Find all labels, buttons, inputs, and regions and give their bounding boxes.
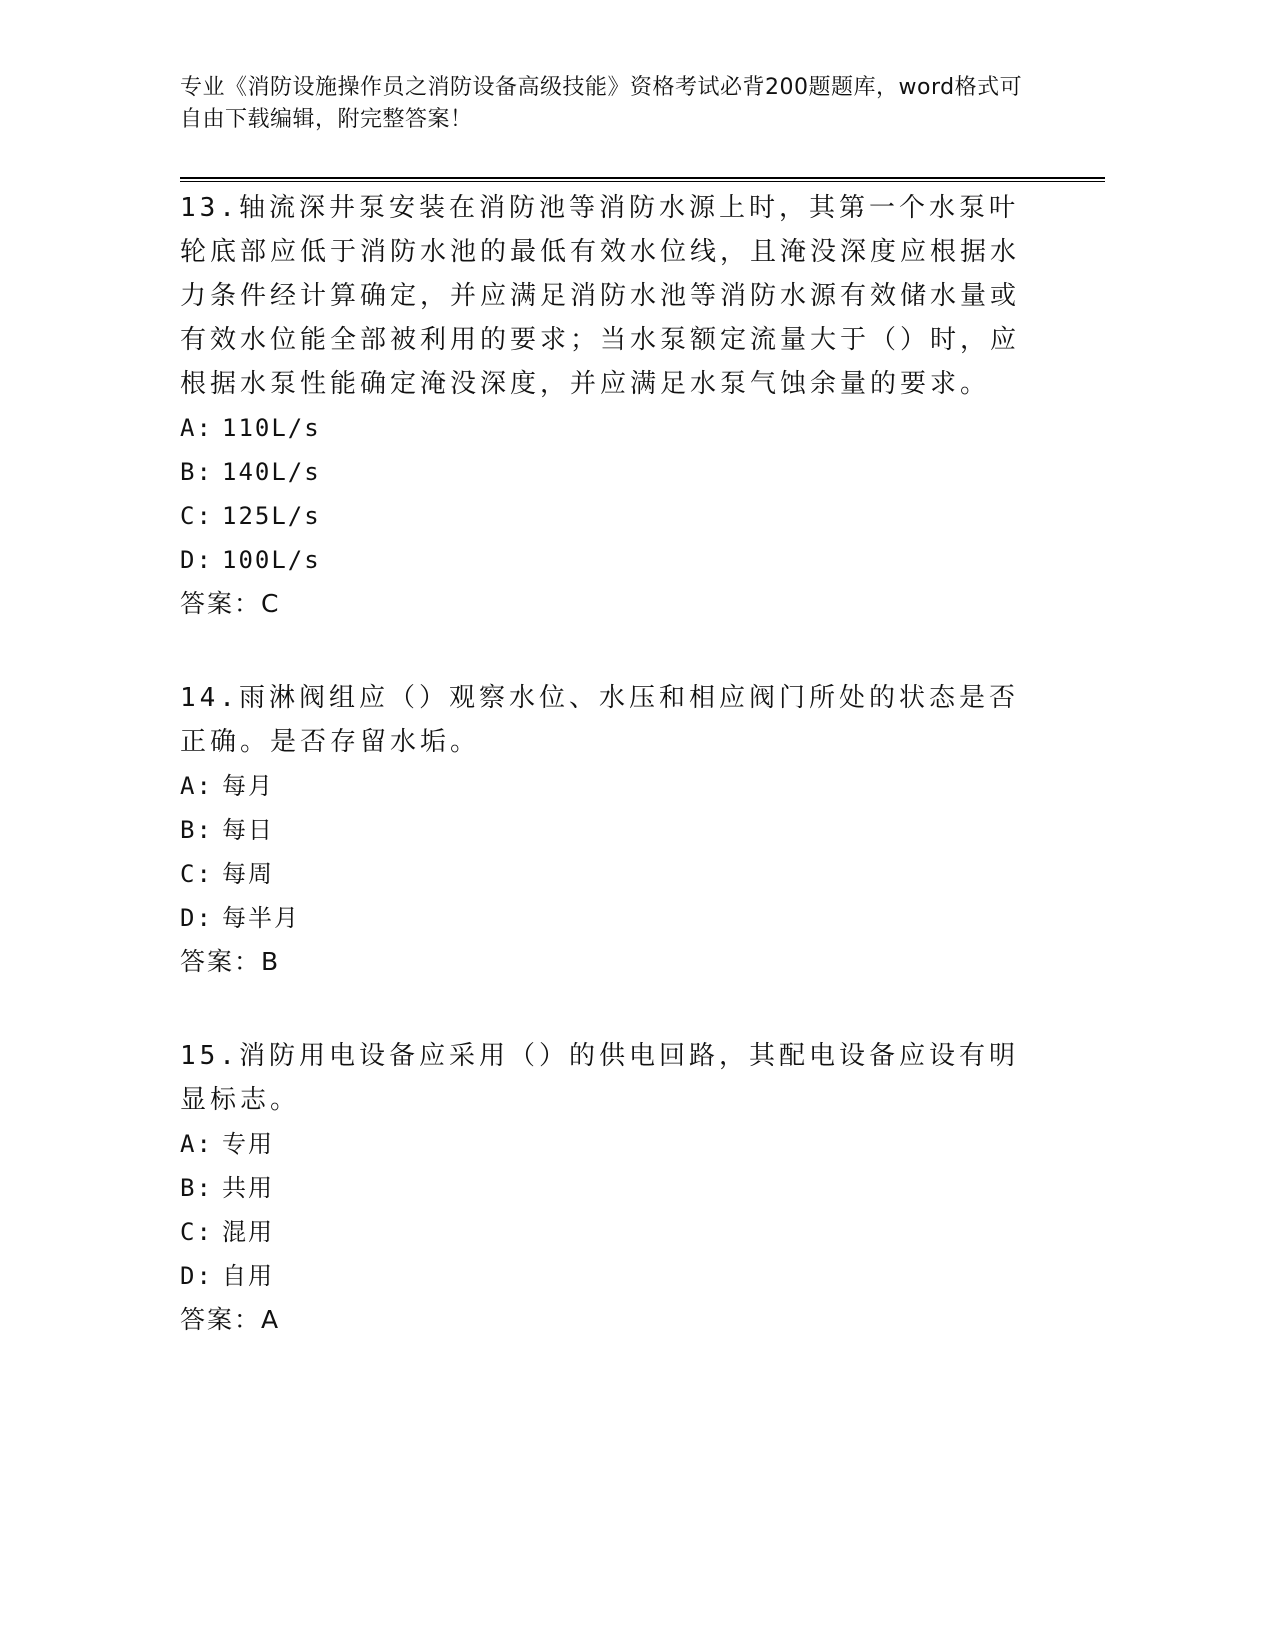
option-c (180, 1210, 1040, 1254)
option-b (180, 808, 1040, 852)
option-letter: C: (180, 860, 213, 888)
option-text: 110L/s (222, 414, 321, 442)
option-letter: A: (180, 772, 213, 800)
option-text: 100L/s (222, 546, 321, 574)
option-d (180, 896, 1040, 940)
option-text: 140L/s (222, 458, 321, 486)
option-text: 共用 (222, 1174, 274, 1202)
option-a (180, 764, 1040, 808)
question-15 (180, 1034, 1040, 1342)
question-14 (180, 676, 1040, 984)
option-c (180, 494, 1040, 538)
option-b (180, 450, 1040, 494)
option-letter: B: (180, 1174, 213, 1202)
option-letter: D: (180, 1262, 213, 1290)
option-list (180, 1122, 1040, 1298)
option-text: 专用 (222, 1130, 274, 1158)
option-a (180, 406, 1040, 450)
option-c (180, 852, 1040, 896)
option-letter: A: (180, 1130, 213, 1158)
option-letter: C: (180, 1218, 213, 1246)
answer-line: 答案：B (180, 947, 281, 976)
option-letter: D: (180, 904, 213, 932)
question-stem: 14.雨淋阀组应（）观察水位、水压和相应阀门所处的状态是否正确。是否存留水垢。 (180, 683, 1019, 757)
option-text: 自用 (222, 1262, 274, 1290)
header-divider-thick (180, 177, 1105, 179)
option-b (180, 1166, 1040, 1210)
option-text: 混用 (222, 1218, 274, 1246)
option-text: 每周 (222, 860, 274, 888)
answer-line: 答案：A (180, 1305, 281, 1334)
option-d (180, 538, 1040, 582)
option-letter: B: (180, 816, 213, 844)
question-stem: 13.轴流深井泵安装在消防池等消防水源上时，其第一个水泵叶轮底部应低于消防水池的最低有效水位线，且淹没深度应根据水力条件经计算确定，并应满足消防水池等消防水源有效储水量或有效水位能全部被利用的要求；当水泵额定流量大于（）时，应根据水泵性能确定淹没深度，并应满足水泵气蚀余量的要求。 (180, 193, 1021, 399)
document-header: 专业《消防设施操作员之消防设备高级技能》资格考试必背200题题库，word格式可自由下载编辑，附完整答案！ (180, 75, 1023, 132)
option-a (180, 1122, 1040, 1166)
question-stem: 15.消防用电设备应采用（）的供电回路，其配电设备应设有明显标志。 (180, 1041, 1019, 1115)
option-letter: A: (180, 414, 213, 442)
option-letter: C: (180, 502, 213, 530)
answer-line: 答案：C (180, 589, 281, 618)
option-d (180, 1254, 1040, 1298)
option-list (180, 406, 1040, 582)
question-13 (180, 186, 1040, 626)
option-text: 125L/s (222, 502, 321, 530)
option-letter: D: (180, 546, 213, 574)
header-divider-thin (180, 181, 1105, 182)
question-list (180, 186, 1040, 1392)
option-letter: B: (180, 458, 213, 486)
option-text: 每半月 (222, 904, 300, 932)
option-list (180, 764, 1040, 940)
option-text: 每月 (222, 772, 274, 800)
option-text: 每日 (222, 816, 274, 844)
